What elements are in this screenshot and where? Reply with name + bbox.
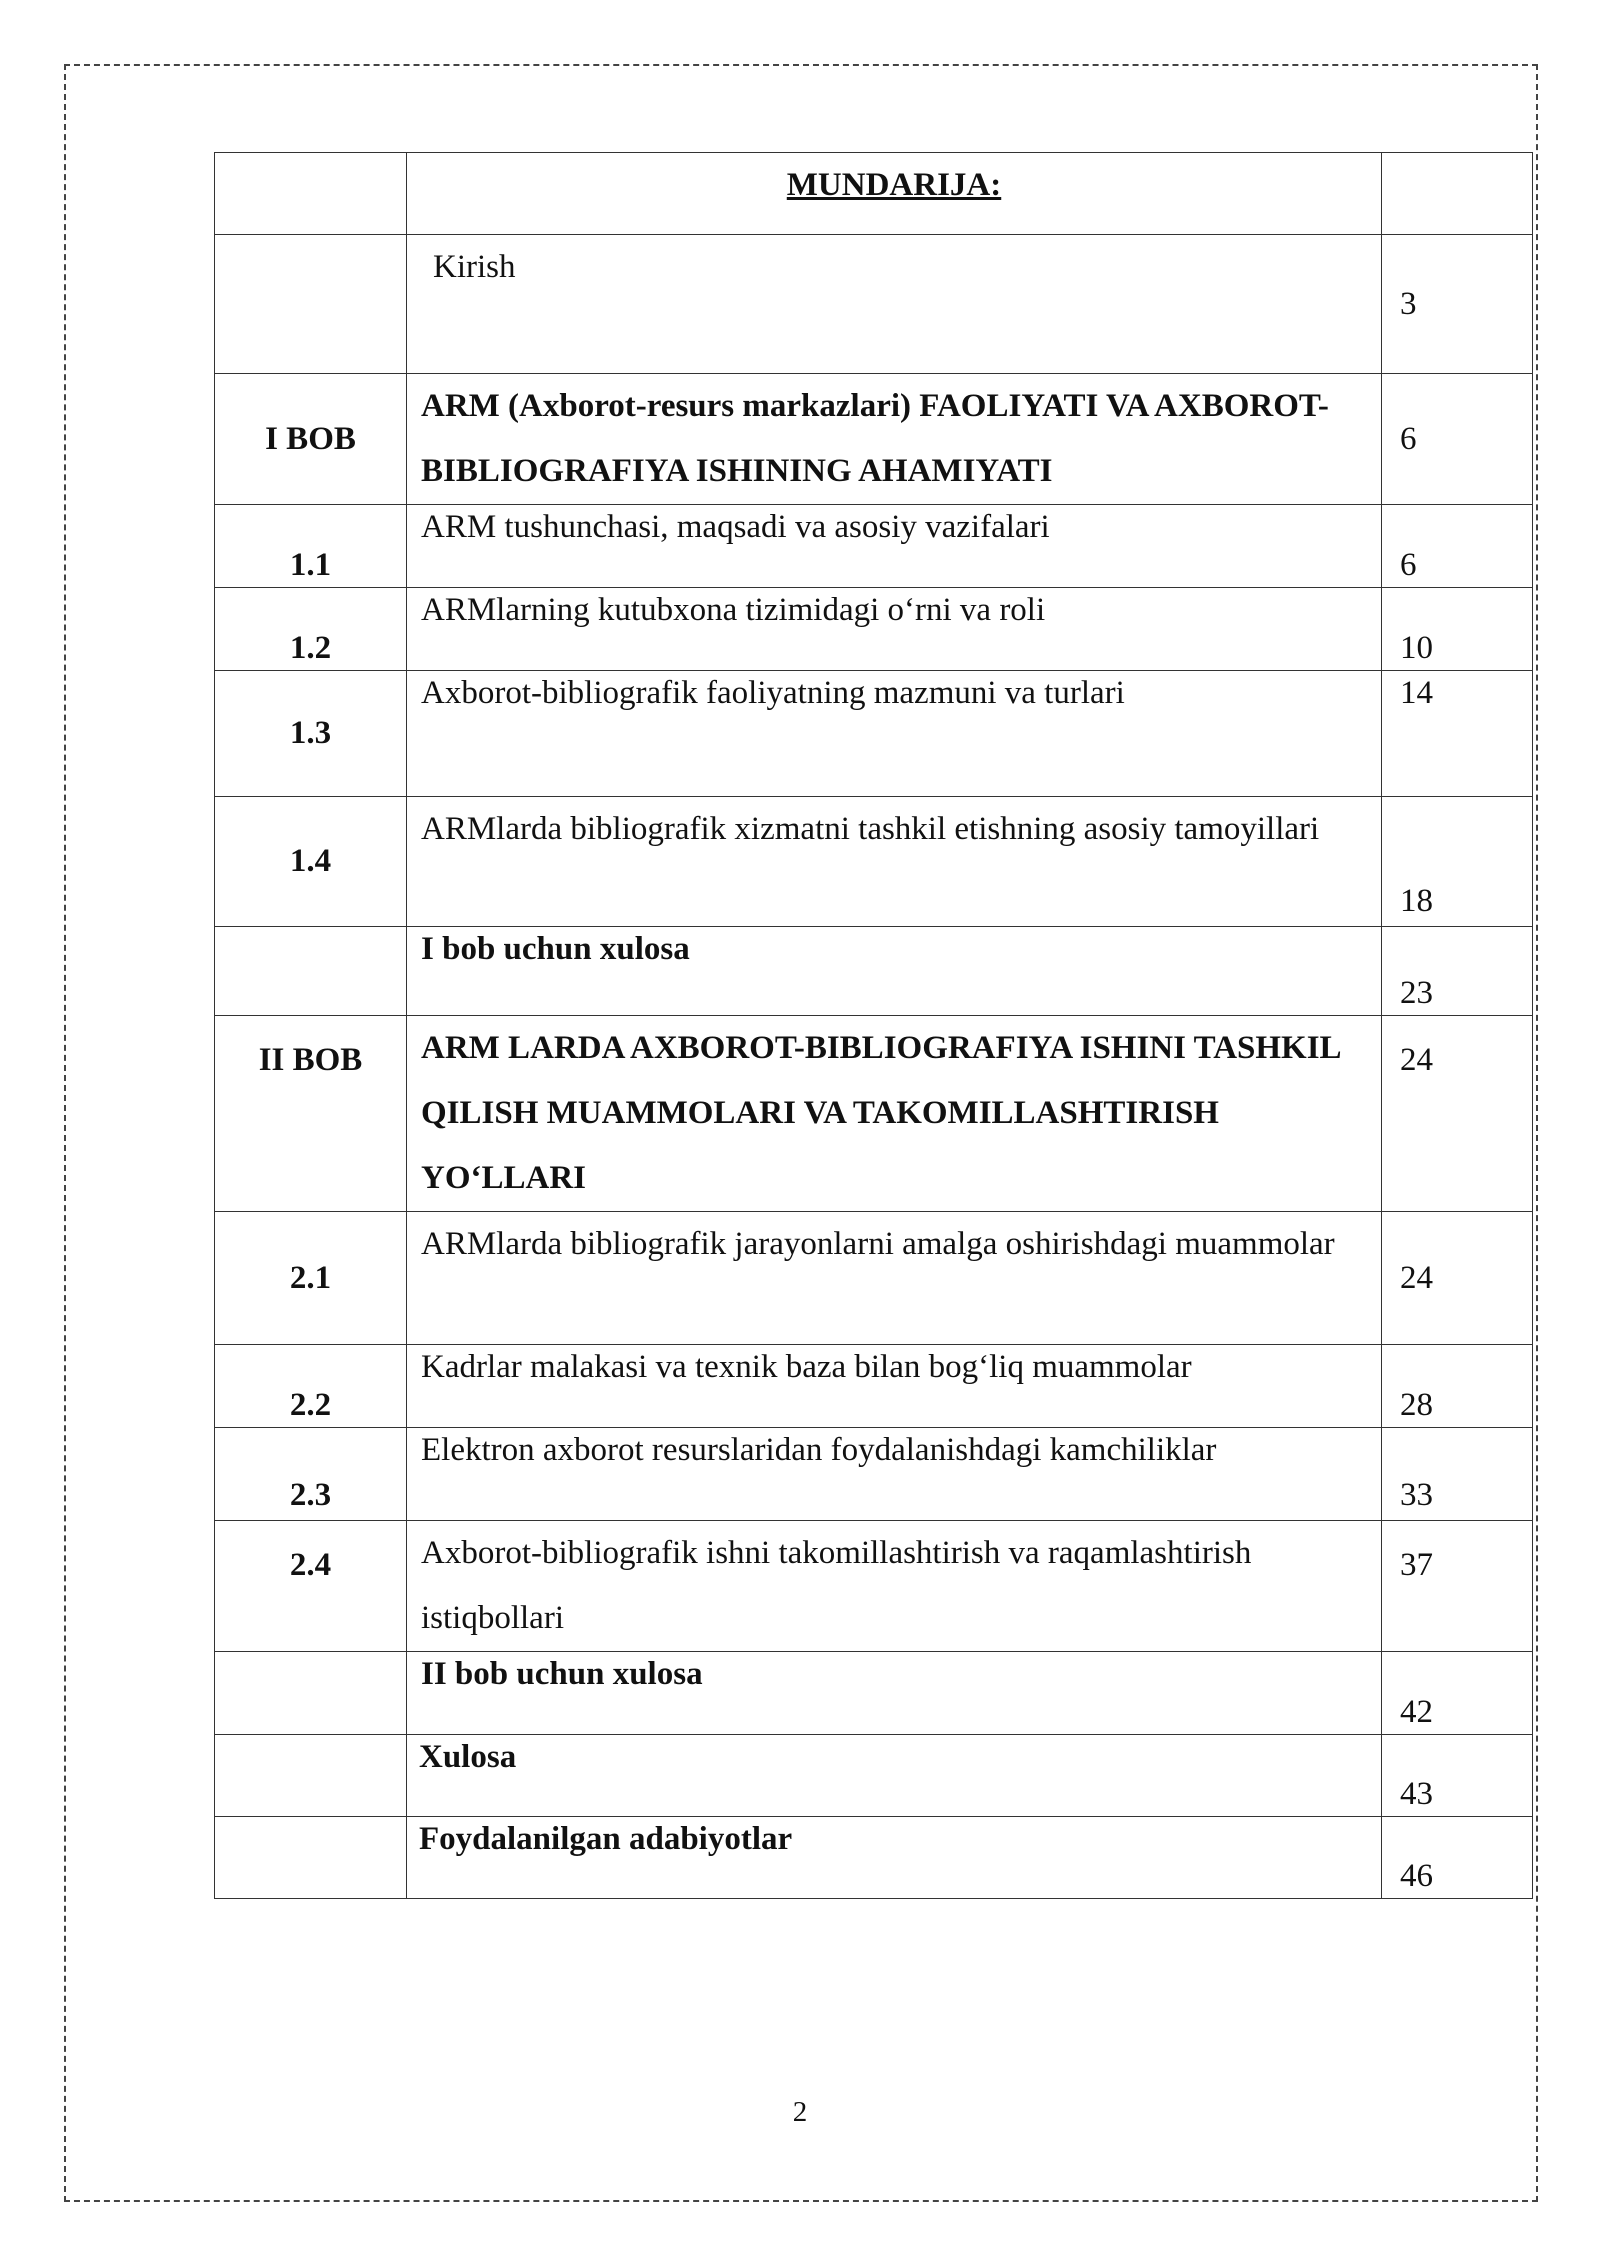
toc-row — [215, 505, 1533, 588]
toc-row-num: 1.1 — [215, 505, 407, 588]
toc-header-num-cell — [215, 153, 407, 235]
toc-row-page: 33 — [1382, 1428, 1533, 1521]
toc-row — [215, 1016, 1533, 1212]
toc-row-num: 1.3 — [215, 671, 407, 797]
toc-header-page-cell — [1382, 153, 1533, 235]
toc-row-page: 37 — [1382, 1521, 1533, 1652]
toc-row-title: Axborot-bibliografik ishni takomillashtirish va raqamlashtirish istiqbollari — [407, 1521, 1382, 1652]
toc-row-title: Kirish — [407, 235, 1382, 374]
toc-row-num: 1.2 — [215, 588, 407, 671]
toc-row-page: 23 — [1382, 927, 1533, 1016]
toc-heading: MUNDARIJA: — [407, 153, 1382, 235]
toc-row — [215, 927, 1533, 1016]
toc-row — [215, 671, 1533, 797]
toc-row — [215, 797, 1533, 927]
toc-header-row — [215, 153, 1533, 235]
toc-row-num — [215, 1652, 407, 1735]
toc-row-title: ARM tushunchasi, maqsadi va asosiy vazifalari — [407, 505, 1382, 588]
toc-row-page: 6 — [1382, 374, 1533, 505]
toc-row-title: I bob uchun xulosa — [407, 927, 1382, 1016]
toc-row-page: 24 — [1382, 1212, 1533, 1345]
toc-row-page: 28 — [1382, 1345, 1533, 1428]
toc-row-page: 46 — [1382, 1817, 1533, 1899]
toc-row — [215, 1212, 1533, 1345]
toc-row — [215, 1652, 1533, 1735]
toc-row-num: I BOB — [215, 374, 407, 505]
toc-row-num: 2.2 — [215, 1345, 407, 1428]
toc-row — [215, 1817, 1533, 1899]
page-number: 2 — [792, 2096, 808, 2128]
toc-row-num — [215, 235, 407, 374]
toc-row-num: 2.1 — [215, 1212, 407, 1345]
toc-row-page: 6 — [1382, 505, 1533, 588]
toc-row-title: ARMlarning kutubxona tizimidagi o‘rni va roli — [407, 588, 1382, 671]
table-of-contents — [214, 152, 1533, 1899]
toc-row-title: ARMlarda bibliografik xizmatni tashkil etishning asosiy tamoyillari — [407, 797, 1382, 927]
toc-row-title: Axborot-bibliografik faoliyatning mazmuni va turlari — [407, 671, 1382, 797]
toc-row — [215, 235, 1533, 374]
toc-row-page: 42 — [1382, 1652, 1533, 1735]
toc-row-page: 10 — [1382, 588, 1533, 671]
toc-row-title: Kadrlar malakasi va texnik baza bilan bog‘liq muammolar — [407, 1345, 1382, 1428]
toc-row-page: 14 — [1382, 671, 1533, 797]
toc-row-num — [215, 1817, 407, 1899]
toc-row — [215, 374, 1533, 505]
toc-row-title: ARM (Axborot-resurs markazlari) FAOLIYATI VA AXBOROT-BIBLIOGRAFIYA ISHINING AHAMIYATI — [407, 374, 1382, 505]
toc-row-num: 2.3 — [215, 1428, 407, 1521]
toc-row-num: 2.4 — [215, 1521, 407, 1652]
toc-row-title: II bob uchun xulosa — [407, 1652, 1382, 1735]
toc-row-title: Xulosa — [407, 1735, 1382, 1817]
toc-row-title: Elektron axborot resurslaridan foydalanishdagi kamchiliklar — [407, 1428, 1382, 1521]
toc-row-page: 18 — [1382, 797, 1533, 927]
toc-row — [215, 1345, 1533, 1428]
toc-row — [215, 588, 1533, 671]
toc-row-num — [215, 1735, 407, 1817]
toc-row — [215, 1428, 1533, 1521]
toc-row-title: ARM LARDA AXBOROT-BIBLIOGRAFIYA ISHINI TASHKIL QILISH MUAMMOLARI VA TAKOMILLASHTIRISH YO‘LLARI — [407, 1016, 1382, 1212]
toc-row — [215, 1521, 1533, 1652]
toc-row-page: 24 — [1382, 1016, 1533, 1212]
toc-row-num: 1.4 — [215, 797, 407, 927]
toc-row-title: Foydalanilgan adabiyotlar — [407, 1817, 1382, 1899]
toc-row — [215, 1735, 1533, 1817]
toc-row-num — [215, 927, 407, 1016]
toc-row-page: 3 — [1382, 235, 1533, 374]
toc-row-title: ARMlarda bibliografik jarayonlarni amalga oshirishdagi muammolar — [407, 1212, 1382, 1345]
toc-row-page: 43 — [1382, 1735, 1533, 1817]
toc-row-num: II BOB — [215, 1016, 407, 1212]
